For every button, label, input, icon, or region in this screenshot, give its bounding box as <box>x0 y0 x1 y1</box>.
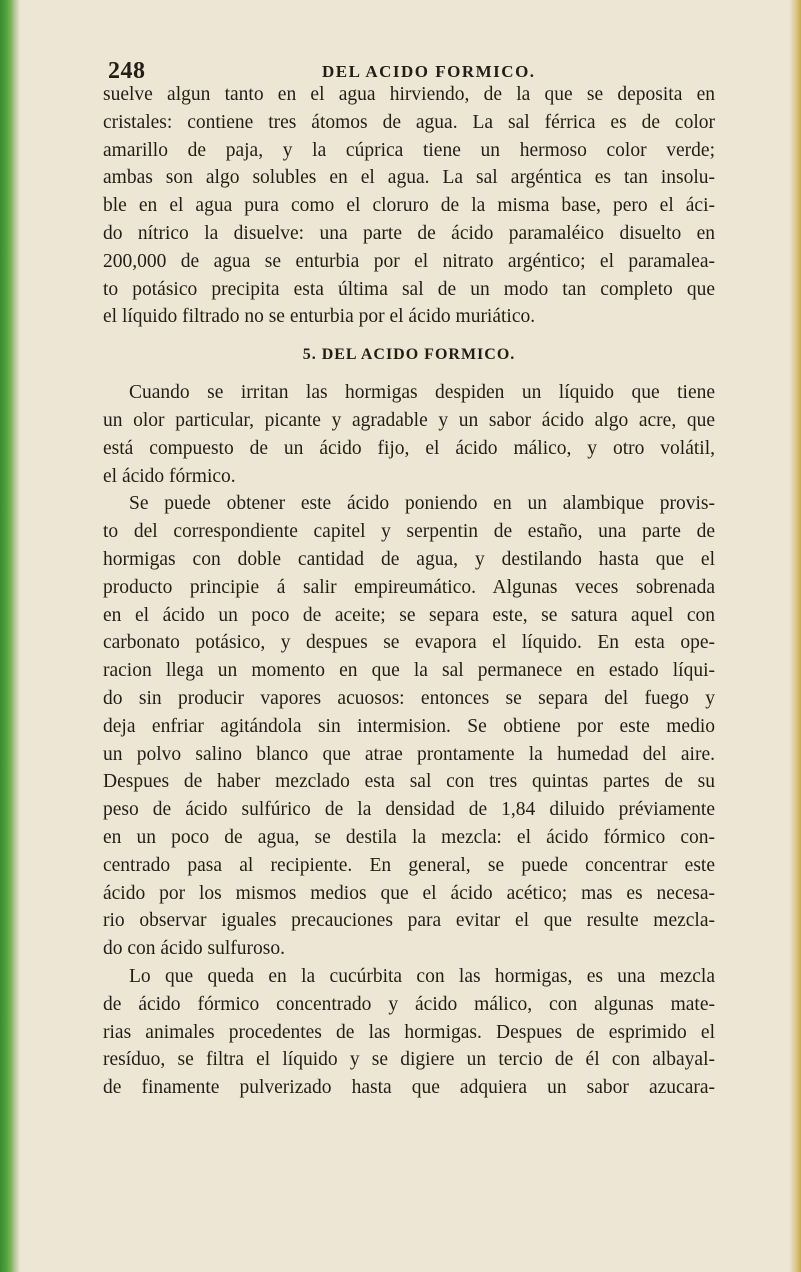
text-line: rio observar iguales precauciones para evitar el que resulte mezcla- <box>103 910 715 932</box>
text-line: el líquido filtrado no se enturbia por el ácido muriático. <box>103 306 536 328</box>
text-line: peso de ácido sulfúrico de la densidad de 1,84 diluido préviamente <box>103 799 715 821</box>
text-line: do sin producir vapores acuosos: entonces se separa del fuego y <box>103 687 715 709</box>
text-line: racion llega un momento en que la sal permanece en estado líqui- <box>103 660 715 682</box>
text-line: do nítrico la disuelve: una parte de ácido paramaléico disuelto en <box>103 222 715 244</box>
text-line: ble en el agua pura como el cloruro de la misma base, pero el áci- <box>103 195 715 217</box>
text-line: rias animales procedentes de las hormigas. Despues de esprimido el <box>103 1021 715 1043</box>
text-line: do con ácido sulfuroso. <box>103 938 285 960</box>
body-text <box>103 81 715 1102</box>
text-line: deja enfriar agitándola sin intermision. Se obtiene por este medio <box>103 715 715 737</box>
text-line: está compuesto de un ácido fijo, el ácido málico, y otro volátil, <box>103 437 715 459</box>
paragraph <box>103 379 715 490</box>
text-line: Cuando se irritan las hormigas despiden un líquido que tiene <box>129 382 715 404</box>
text-line: Lo que queda en la cucúrbita con las hormigas, es una mezcla <box>129 965 715 987</box>
text-line: ambas son algo solubles en el agua. La sal argéntica es tan insolu- <box>103 167 715 189</box>
text-line: de ácido fórmico concentrado y ácido málico, con algunas mate- <box>103 993 715 1015</box>
text-line: ácido por los mismos medios que el ácido acético; mas es necesa- <box>103 882 715 904</box>
text-line: resíduo, se filtra el líquido y se digiere un tercio de él con albayal- <box>103 1049 715 1071</box>
text-line: 200,000 de agua se enturbia por el nitrato argéntico; el paramalea- <box>103 250 715 272</box>
text-line: centrado pasa al recipiente. En general, se puede concentrar este <box>103 854 715 876</box>
text-line: Despues de haber mezclado esta sal con tres quintas partes de su <box>103 771 715 793</box>
text-line: de finamente pulverizado hasta que adquiera un sabor azucara- <box>103 1077 715 1099</box>
page-binding-edge <box>0 0 20 1272</box>
text-line: en el ácido un poco de aceite; se separa este, se satura aquel con <box>103 604 715 626</box>
page-outer-edge <box>789 0 801 1272</box>
text-line: hormigas con doble cantidad de agua, y destilando hasta que el <box>103 548 715 570</box>
text-line: cristales: contiene tres átomos de agua. La sal férrica es de color <box>103 111 715 133</box>
text-line: amarillo de paja, y la cúprica tiene un hermoso color verde; <box>103 139 715 161</box>
text-line: Se puede obtener este ácido poniendo en un alambique provis- <box>129 493 715 515</box>
text-line: un olor particular, picante y agradable y un sabor ácido algo acre, que <box>103 409 715 431</box>
text-line: producto principie á salir empireumático. Algunas veces sobrenada <box>103 576 715 598</box>
text-line: carbonato potásico, y despues se evapora el líquido. En esta ope- <box>103 632 715 654</box>
running-title: DEL ACIDO FORMICO. <box>322 62 536 81</box>
text-line: to del correspondiente capitel y serpentin de estaño, una parte de <box>103 521 715 543</box>
text-line: en un poco de agua, se destila la mezcla: el ácido fórmico con- <box>103 826 715 848</box>
paragraph <box>103 490 715 963</box>
text-line: to potásico precipita esta última sal de un modo tan completo que <box>103 278 715 300</box>
text-line: un polvo salino blanco que atrae prontamente la humedad del aire. <box>103 743 715 765</box>
paragraph <box>103 81 715 331</box>
section-heading: 5. DEL ACIDO FORMICO. <box>302 346 516 364</box>
page-number: 248 <box>108 58 146 84</box>
text-line: el ácido fórmico. <box>103 465 236 487</box>
paragraph <box>103 963 715 1102</box>
text-line: suelve algun tanto en el agua hirviendo, de la que se deposita en <box>103 84 715 105</box>
